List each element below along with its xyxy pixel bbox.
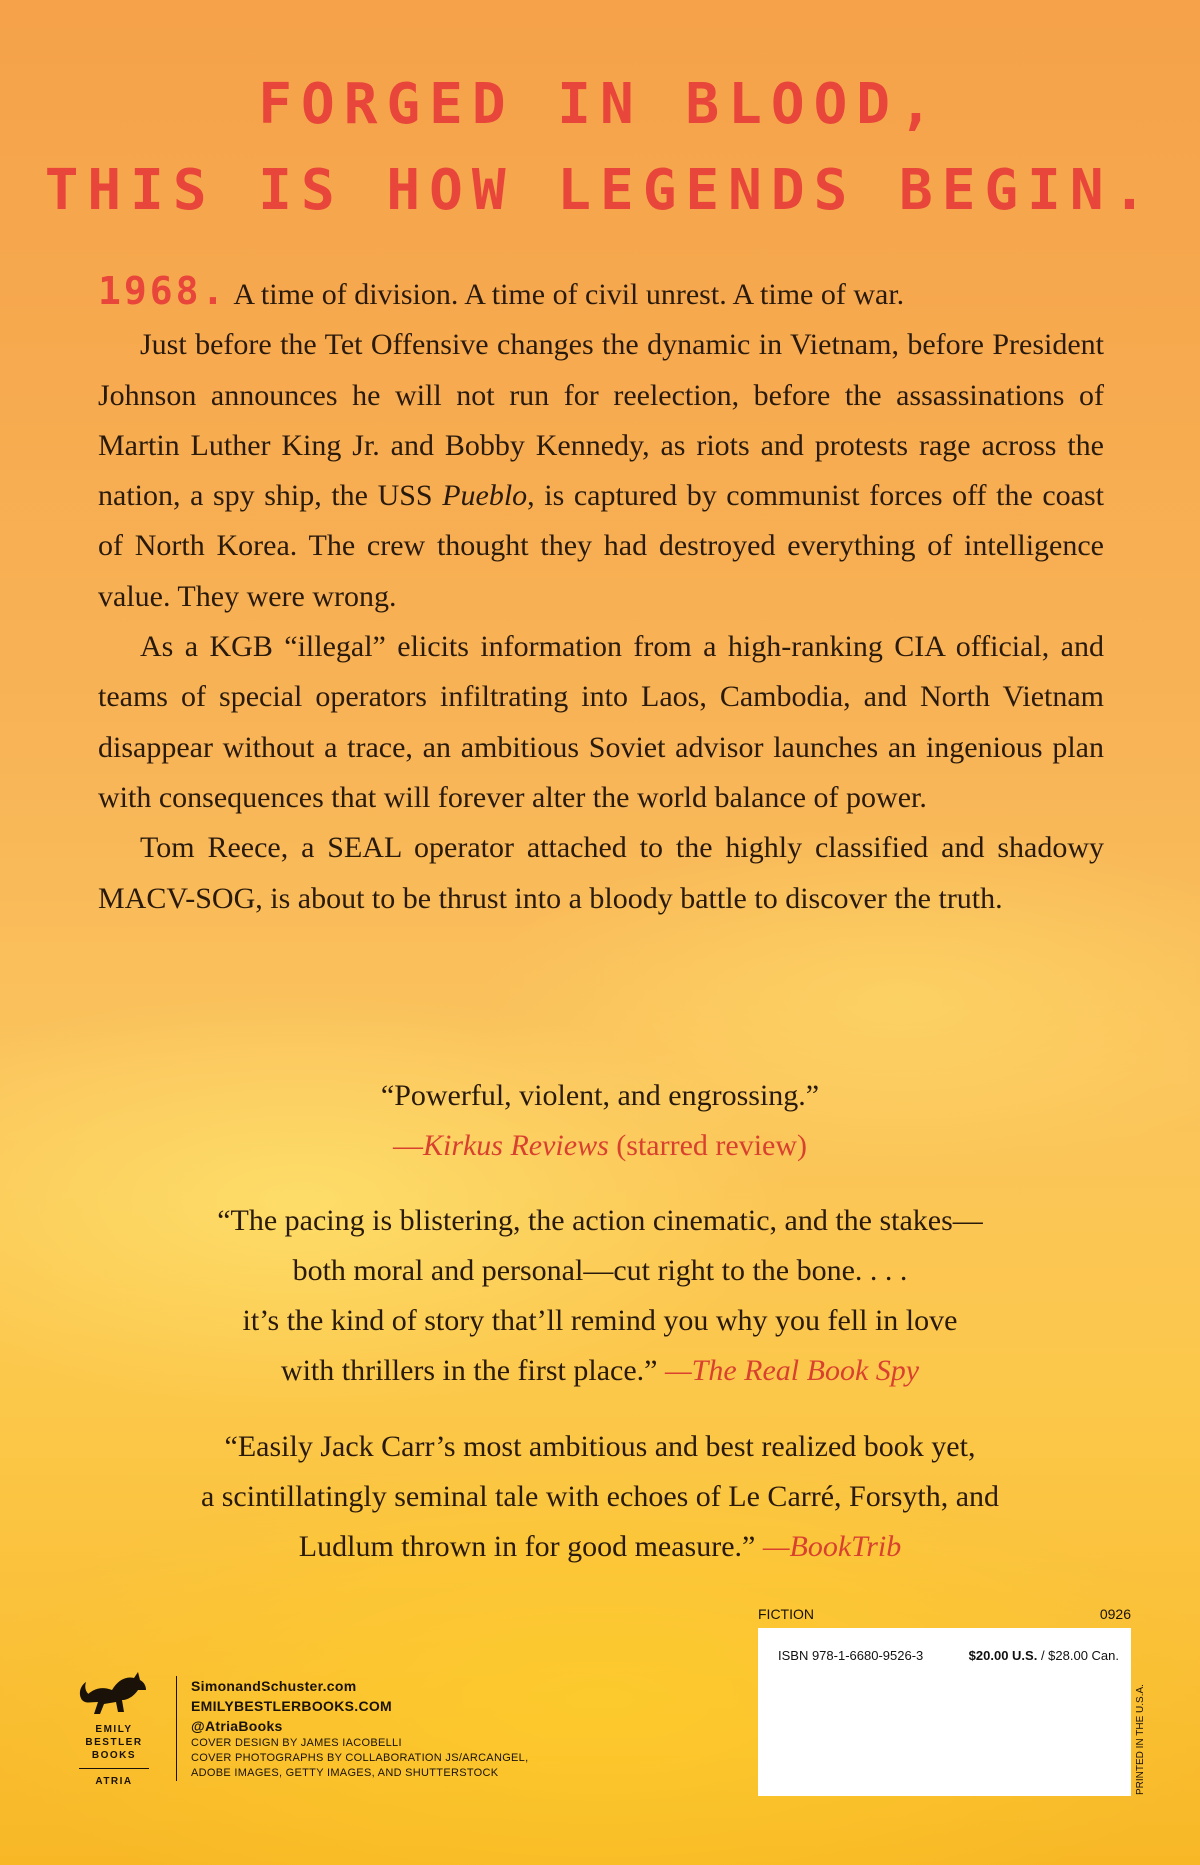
- quote-attribution: —The Real Book Spy: [664, 1354, 920, 1387]
- isbn-number: ISBN 978-1-6680-9526-3: [778, 1648, 924, 1663]
- imprint-line: BOOKS: [91, 1750, 137, 1761]
- review-quote-kirkus: [0, 1071, 1200, 1171]
- quote-attribution: [0, 1121, 1200, 1171]
- printed-in-label: PRINTED IN THE U.S.A.: [1135, 1684, 1146, 1795]
- fox-logo-icon: [78, 1670, 150, 1718]
- quote-line: [0, 1522, 1200, 1572]
- social-handle[interactable]: @AtriaBooks: [191, 1718, 283, 1734]
- barcode-labels: [758, 1606, 1131, 1622]
- attribution-source: Kirkus Reviews: [422, 1129, 609, 1162]
- code-label: 0926: [1099, 1606, 1131, 1622]
- review-quote-booktrib: [0, 1422, 1200, 1572]
- quote-line-text: with thrillers in the first place.”: [280, 1354, 665, 1387]
- headline-line-2: THIS IS HOW LEGENDS BEGIN.: [44, 158, 1156, 223]
- quote-line: “Easily Jack Carr’s most ambitious and best realized book yet,: [224, 1430, 976, 1463]
- quote-line: [0, 1346, 1200, 1396]
- headline: [0, 62, 1200, 234]
- price: [969, 1648, 1119, 1663]
- paragraph-2: As a KGB “illegal” elicits information from a high-ranking CIA official, and teams of special operators infiltrating into Laos, Cambodia, and North Vietnam disappear without a trace, an ambitious Soviet advisor launches an ingenious plan with consequences that will forever alter the world balance of power.: [98, 630, 1104, 814]
- imprint-line: EMILY: [95, 1724, 133, 1735]
- year-label: 1968.: [98, 269, 228, 313]
- publisher-logo: [64, 1670, 164, 1788]
- imprint-line: BESTLER: [85, 1737, 143, 1748]
- intro-text: A time of division. A time of civil unrest. A time of war.: [233, 278, 905, 311]
- publisher-info: [176, 1676, 571, 1781]
- intro-paragraph: [98, 266, 1104, 320]
- website-link[interactable]: EMILYBESTLERBOOKS.COM: [191, 1698, 393, 1714]
- paragraph-1-text-a: Just before the Tet Offensive changes the dynamic in Vietnam, before President Johnson announces he will not run for reelection, before the assassinations of Martin Luther King Jr. and Bobby Kennedy, as riots and protests rage across the nation, a spy ship, the USS: [98, 328, 1104, 513]
- imprint-name: [64, 1723, 164, 1788]
- quote-text: “Powerful, violent, and engrossing.”: [380, 1079, 820, 1112]
- quote-attribution: —BookTrib: [762, 1530, 902, 1563]
- imprint-line: ATRIA: [95, 1776, 133, 1787]
- cover-credit: COVER DESIGN BY JAMES IACOBELLI: [191, 1737, 402, 1749]
- category-label: FICTION: [758, 1606, 814, 1622]
- paragraph-1: [98, 320, 1104, 622]
- cover-credit: COVER PHOTOGRAPHS BY COLLABORATION JS/ARCANGEL,: [191, 1752, 529, 1764]
- price-can: / $28.00 Can.: [1037, 1648, 1119, 1663]
- book-description: [98, 266, 1104, 924]
- paragraph-3: Tom Reece, a SEAL operator attached to the highly classified and shadowy MACV-SOG, is about to be thrust into a bloody battle to discover the truth.: [98, 831, 1104, 915]
- review-quote-real-book-spy: [0, 1196, 1200, 1396]
- ship-name: Pueblo: [442, 479, 528, 513]
- imprint-divider: [79, 1768, 149, 1769]
- quote-line: it’s the kind of story that’ll remind you why you fell in love: [242, 1304, 958, 1337]
- quote-line: “The pacing is blistering, the action cinematic, and the stakes—: [217, 1204, 983, 1237]
- price-us: $20.00 U.S.: [968, 1648, 1038, 1663]
- attribution-dash: —: [392, 1129, 423, 1162]
- cover-credit: ADOBE IMAGES, GETTY IMAGES, AND SHUTTERSTOCK: [191, 1767, 499, 1779]
- quote-line: a scintillatingly seminal tale with echoes of Le Carré, Forsyth, and: [200, 1480, 1000, 1513]
- quote-line: both moral and personal—cut right to the bone. . . .: [292, 1254, 908, 1287]
- isbn-row: [778, 1648, 1119, 1663]
- barcode-box: [758, 1628, 1131, 1796]
- website-link[interactable]: SimonandSchuster.com: [191, 1678, 357, 1694]
- paragraph-1-text-b: , is captured by communist forces off the coast of North Korea. The crew thought they had destroyed everything of intelligence value. They were wrong.: [98, 479, 1104, 613]
- attribution-note: (starred review): [608, 1129, 808, 1162]
- headline-line-1: FORGED IN BLOOD,: [258, 72, 942, 137]
- quote-line-text: Ludlum thrown in for good measure.”: [298, 1530, 763, 1563]
